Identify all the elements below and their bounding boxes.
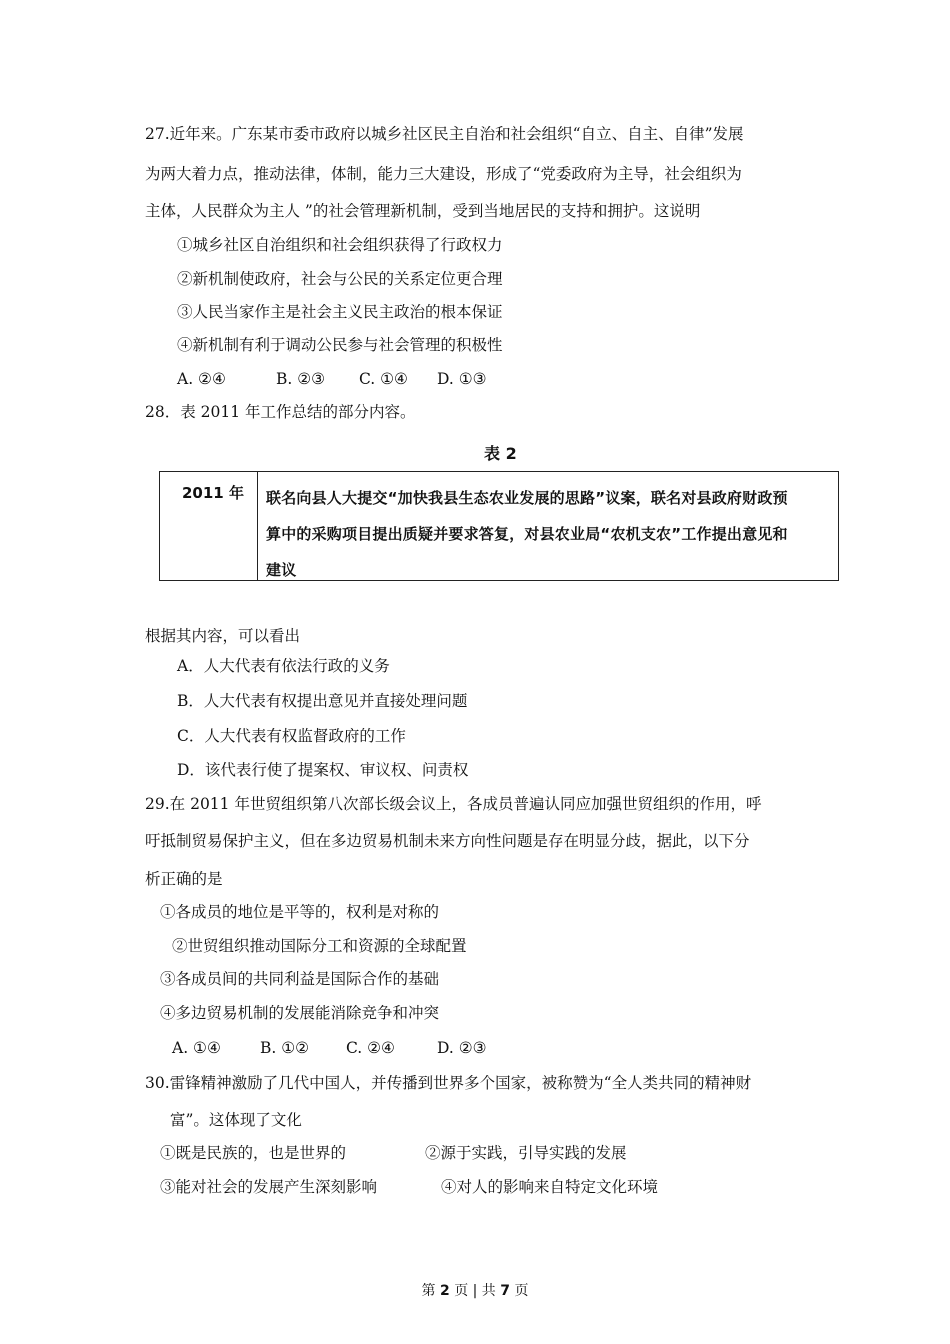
q28-lead: 根据其内容，可以看出 bbox=[145, 627, 301, 645]
table-year: 2011 年 bbox=[182, 484, 244, 502]
q27-item-1: ①城乡社区自治组织和社会组织获得了行政权力 bbox=[177, 236, 503, 254]
table-caption: 表 2 bbox=[484, 444, 517, 463]
q27-stem-line-1: 27.近年来。广东某市委市政府以城乡社区民主自治和社会组织“自立、自主、自律”发展 bbox=[145, 125, 744, 143]
q29-item-2: ②世贸组织推动国际分工和资源的全球配置 bbox=[172, 937, 467, 955]
footer-middle: 页 | 共 bbox=[454, 1283, 496, 1299]
q27-choice-a: A. ②④ bbox=[177, 370, 226, 388]
table-content-cell bbox=[266, 480, 836, 588]
q27-item-3: ③人民当家作主是社会主义民主政治的根本保证 bbox=[177, 303, 503, 321]
q29-choice-c: C. ②④ bbox=[346, 1039, 395, 1057]
q29-item-1: ①各成员的地位是平等的，权利是对称的 bbox=[160, 903, 440, 921]
q29-stem-line-2: 吁抵制贸易保护主义，但在多边贸易机制未来方向性问题是存在明显分歧，据此，以下分 bbox=[145, 832, 750, 850]
q29-choice-b: B. ①② bbox=[260, 1039, 310, 1057]
q29-choice-a: A. ①④ bbox=[172, 1039, 221, 1057]
q30-item-3: ③能对社会的发展产生深刻影响 bbox=[160, 1178, 378, 1196]
summary-table bbox=[159, 471, 839, 581]
q27-stem-line-2: 为两大着力点，推动法律，体制，能力三大建设，形成了“党委政府为主导，社会组织为 bbox=[145, 165, 742, 183]
footer-suffix: 页 bbox=[514, 1283, 529, 1299]
footer-total-pages: 7 bbox=[500, 1283, 511, 1299]
q29-item-3: ③各成员间的共同利益是国际合作的基础 bbox=[160, 970, 440, 988]
q28-choice-b: B．人大代表有权提出意见并直接处理问题 bbox=[177, 692, 468, 710]
q28-stem: 28．表 2011 年工作总结的部分内容。 bbox=[145, 403, 416, 421]
q27-item-2: ②新机制使政府，社会与公民的关系定位更合理 bbox=[177, 270, 503, 288]
table-content-line-1: 联名向县人大提交“加快我县生态农业发展的思路”议案，联名对县政府财政预 bbox=[266, 489, 788, 507]
table-year-cell bbox=[160, 472, 258, 580]
q30-item-1: ①既是民族的，也是世界的 bbox=[160, 1144, 347, 1162]
q30-item-4: ④对人的影响来自特定文化环境 bbox=[441, 1178, 659, 1196]
table-content-line-2: 算中的采购项目提出质疑并要求答复，对县农业局“农机支农”工作提出意见和 bbox=[266, 525, 788, 543]
q27-choice-d: D. ①③ bbox=[437, 370, 487, 388]
q28-choice-a: A．人大代表有依法行政的义务 bbox=[177, 657, 390, 675]
q28-choice-c: C．人大代表有权监督政府的工作 bbox=[177, 727, 406, 745]
q27-stem-line-3: 主体，人民群众为主人 ”的社会管理新机制，受到当地居民的支持和拥护。这说明 bbox=[145, 202, 701, 220]
q29-stem-line-1: 29.在 2011 年世贸组织第八次部长级会议上，各成员普遍认同应加强世贸组织的作用，呼 bbox=[145, 795, 762, 813]
q27-item-4: ④新机制有利于调动公民参与社会管理的积极性 bbox=[177, 336, 503, 354]
q30-stem-line-2: 富”。这体现了文化 bbox=[170, 1111, 302, 1129]
table-content-line-3: 建议 bbox=[266, 561, 297, 579]
page-footer bbox=[0, 1280, 950, 1300]
q27-choice-b: B. ②③ bbox=[276, 370, 326, 388]
q29-stem-line-3: 析正确的是 bbox=[145, 870, 223, 888]
q30-stem-line-1: 30.雷锋精神激励了几代中国人，并传播到世界多个国家，被称赞为“全人类共同的精神财 bbox=[145, 1074, 752, 1092]
q30-item-2: ②源于实践，引导实践的发展 bbox=[425, 1144, 627, 1162]
q27-choice-c: C. ①④ bbox=[359, 370, 408, 388]
q28-choice-d: D．该代表行使了提案权、审议权、问责权 bbox=[177, 761, 469, 779]
footer-prefix: 第 bbox=[421, 1283, 436, 1299]
q29-item-4: ④多边贸易机制的发展能消除竞争和冲突 bbox=[160, 1004, 440, 1022]
q29-choice-d: D. ②③ bbox=[437, 1039, 487, 1057]
footer-page-number: 2 bbox=[439, 1283, 450, 1299]
